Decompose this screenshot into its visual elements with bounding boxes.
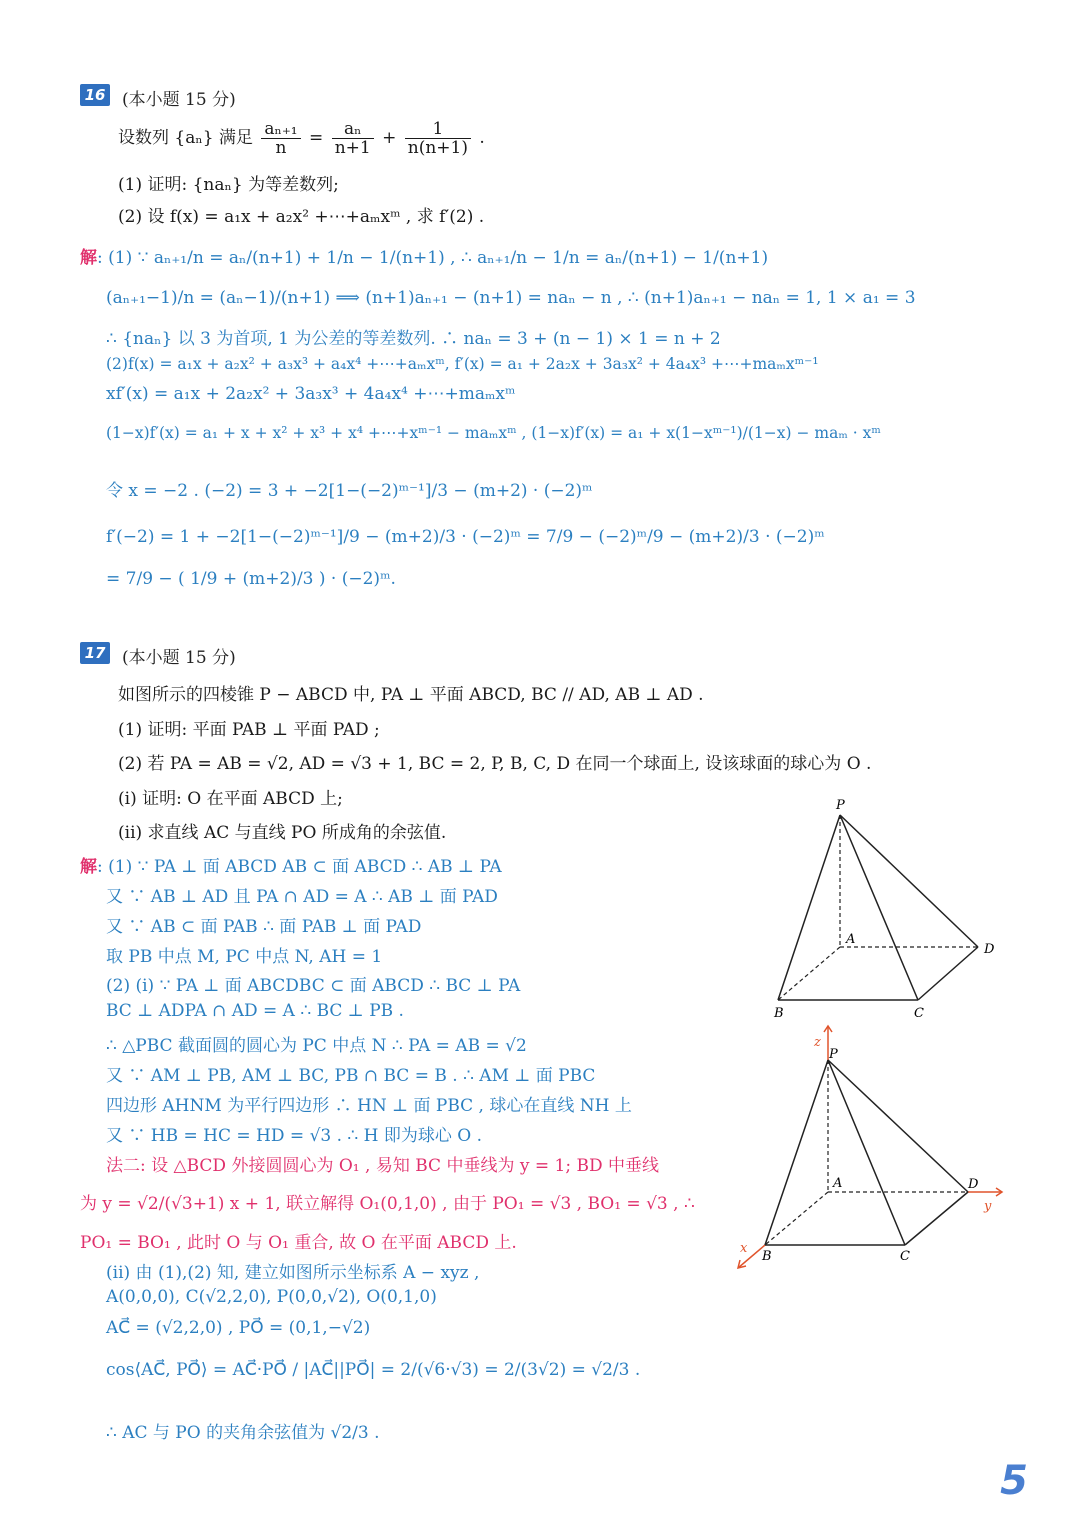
page-number: 5 xyxy=(1000,1458,1028,1504)
problem-17-stem: 如图所示的四棱锥 P − ABCD 中, PA ⊥ 平面 ABCD, BC // AD, AB ⊥ AD . xyxy=(118,685,704,705)
solution-17-l10: 又 ∵ HB = HC = HD = √3 . ∴ H 即为球心 O . xyxy=(106,1126,483,1146)
problem-17-part2: (2) 若 PA = AB = √2, AD = √3 + 1, BC = 2, P, B, C, D 在同一个球面上, 设该球面的球心为 O . xyxy=(118,754,872,774)
solution-16-line2: (aₙ₊₁−1)/n = (aₙ−1)/(n+1) ⟹ (n+1)aₙ₊₁ − (n+1) = naₙ − n , ∴ (n+1)aₙ₊₁ − naₙ = 1, 1 × a₁ = 3 xyxy=(106,288,916,308)
solution-17-l5: (2) (i) ∵ PA ⊥ 面 ABCDBC ⊂ 面 ABCD ∴ BC ⊥ PA xyxy=(106,976,521,996)
fig1-label-p: P xyxy=(836,798,845,813)
problem-16-part1: (1) 证明: {naₙ} 为等差数列; xyxy=(118,175,339,195)
alt-method-line1: 法二: 设 △BCD 外接圆圆心为 O₁ , 易知 BC 中垂线为 y = 1; BD 中垂线 xyxy=(106,1156,659,1176)
solution-17-l11: (ii) 由 (1),(2) 知, 建立如图所示坐标系 A − xyz , xyxy=(106,1263,480,1283)
pyramid-figure-1 xyxy=(760,795,1010,1025)
solution-17-l15: ∴ AC 与 PO 的夹角余弦值为 √2/3 . xyxy=(106,1423,380,1443)
solution-text: : (1) ∵ PA ⊥ 面 ABCD AB ⊂ 面 ABCD ∴ AB ⊥ PA xyxy=(97,857,502,877)
solution-16-line7: 令 x = −2 . (−2) = 3 + −2[1−(−2)ᵐ⁻¹]/3 − (m+2) · (−2)ᵐ xyxy=(106,481,593,501)
solution-16-line5: xf′(x) = a₁x + 2a₂x² + 3a₃x³ + 4a₄x⁴ +⋯+maₘxᵐ xyxy=(106,384,516,404)
stem-plus: + xyxy=(382,128,397,148)
solution-17-l1 xyxy=(80,852,502,877)
solution-16-line3: ∴ {naₙ} 以 3 为首项, 1 为公差的等差数列. ∴ naₙ = 3 + (n − 1) × 1 = n + 2 xyxy=(106,329,721,349)
solution-16-line6: (1−x)f′(x) = a₁ + x + x² + x³ + x⁴ +⋯+xᵐ⁻¹ − maₘxᵐ , (1−x)f′(x) = a₁ + x(1−xᵐ⁻¹)/(1−x) − maₘ · xᵐ xyxy=(106,424,881,442)
alt-method-line3: PO₁ = BO₁ , 此时 O 与 O₁ 重合, 故 O 在平面 ABCD 上. xyxy=(80,1233,517,1253)
problem-17-points: (本小题 15 分) xyxy=(122,648,236,668)
solution-16-line8: f′(−2) = 1 + −2[1−(−2)ᵐ⁻¹]/9 − (m+2)/3 · (−2)ᵐ = 7/9 − (−2)ᵐ/9 − (m+2)/3 · (−2)ᵐ xyxy=(106,527,825,547)
solution-17-l6: BC ⊥ ADPA ∩ AD = A ∴ BC ⊥ PB . xyxy=(106,1001,404,1021)
fig1-label-b: B xyxy=(774,1006,784,1021)
solution-label: 解 xyxy=(80,857,97,877)
solution-label: 解 xyxy=(80,248,97,268)
stem-equals: = xyxy=(309,128,324,148)
stem-end: . xyxy=(479,128,485,148)
solution-17-l13: AC⃗ = (√2,2,0) , PO⃗ = (0,1,−√2) xyxy=(106,1318,371,1338)
problem-16-part2: (2) 设 f(x) = a₁x + a₂x² +⋯+aₘxᵐ , 求 f′(2) . xyxy=(118,207,485,227)
fig2-label-p: P xyxy=(829,1047,838,1062)
stem-fraction-lhs: $\frac{\text{aₙ₊₁}}{n}$ xyxy=(261,120,300,157)
fig1-label-a: A xyxy=(846,932,856,947)
solution-16-line9: = 7/9 − ( 1/9 + (m+2)/3 ) · (−2)ᵐ. xyxy=(106,569,396,589)
problem-16-badge: 16 xyxy=(80,84,110,106)
fig1-label-d: D xyxy=(984,942,995,957)
stem-fraction-2: $\frac{1}{n(n+1)}$ xyxy=(405,120,471,157)
stem-prefix: 设数列 {aₙ} 满足 xyxy=(118,128,253,148)
fig2-label-y: y xyxy=(984,1199,992,1214)
problem-17-part2i: (i) 证明: O 在平面 ABCD 上; xyxy=(118,789,343,809)
problem-16-points: (本小题 15 分) xyxy=(122,90,236,110)
solution-16-line1 xyxy=(80,243,768,268)
solution-17-l12: A(0,0,0), C(√2,2,0), P(0,0,√2), O(0,1,0) xyxy=(106,1287,437,1307)
problem-17-part2ii: (ii) 求直线 AC 与直线 PO 所成角的余弦值. xyxy=(118,823,447,843)
fig2-label-z: z xyxy=(814,1035,821,1050)
fig2-label-x: x xyxy=(740,1241,748,1256)
alt-method-line2: 为 y = √2/(√3+1) x + 1, 联立解得 O₁(0,1,0) , 由于 PO₁ = √3 , BO₁ = √3 , ∴ xyxy=(80,1194,695,1214)
solution-17-l7: ∴ △PBC 截面圆的圆心为 PC 中点 N ∴ PA = AB = √2 xyxy=(106,1036,527,1056)
solution-16-line4: (2)f(x) = a₁x + a₂x² + a₃x³ + a₄x⁴ +⋯+aₘxᵐ, f′(x) = a₁ + 2a₂x + 3a₃x² + 4a₄x³ +⋯+maₘxᵐ⁻¹ xyxy=(106,355,819,373)
solution-17-l3: 又 ∵ AB ⊂ 面 PAB ∴ 面 PAB ⊥ 面 PAD xyxy=(106,917,422,937)
solution-17-l8: 又 ∵ AM ⊥ PB, AM ⊥ BC, PB ∩ BC = B . ∴ AM ⊥ 面 PBC xyxy=(106,1066,596,1086)
solution-17-l2: 又 ∵ AB ⊥ AD 且 PA ∩ AD = A ∴ AB ⊥ 面 PAD xyxy=(106,887,498,907)
fig2-label-c: C xyxy=(900,1249,910,1264)
problem-17-part1: (1) 证明: 平面 PAB ⊥ 平面 PAD ; xyxy=(118,720,380,740)
fig2-label-a: A xyxy=(833,1176,843,1191)
stem-fraction-1: $\frac{\text{aₙ}}{n+1}$ xyxy=(332,120,374,157)
problem-16-stem xyxy=(118,120,485,157)
fig2-label-d: D xyxy=(968,1177,979,1192)
fig1-label-c: C xyxy=(914,1006,924,1021)
solution-17-l4: 取 PB 中点 M, PC 中点 N, AH = 1 xyxy=(106,947,383,967)
fig2-label-b: B xyxy=(762,1249,772,1264)
solution-17-l14: cos⟨AC⃗, PO⃗⟩ = AC⃗·PO⃗ / |AC⃗||PO⃗| = 2/(√6·√3) = 2/(3√2) = √2/3 . xyxy=(106,1360,641,1380)
solution-text: : (1) ∵ aₙ₊₁/n = aₙ/(n+1) + 1/n − 1/(n+1) , ∴ aₙ₊₁/n − 1/n = aₙ/(n+1) − 1/(n+1) xyxy=(97,248,769,268)
pyramid-figure-2 xyxy=(730,1020,1015,1275)
problem-17-badge: 17 xyxy=(80,642,110,664)
solution-17-l9: 四边形 AHNM 为平行四边形 ∴ HN ⊥ 面 PBC , 球心在直线 NH 上 xyxy=(106,1096,632,1116)
